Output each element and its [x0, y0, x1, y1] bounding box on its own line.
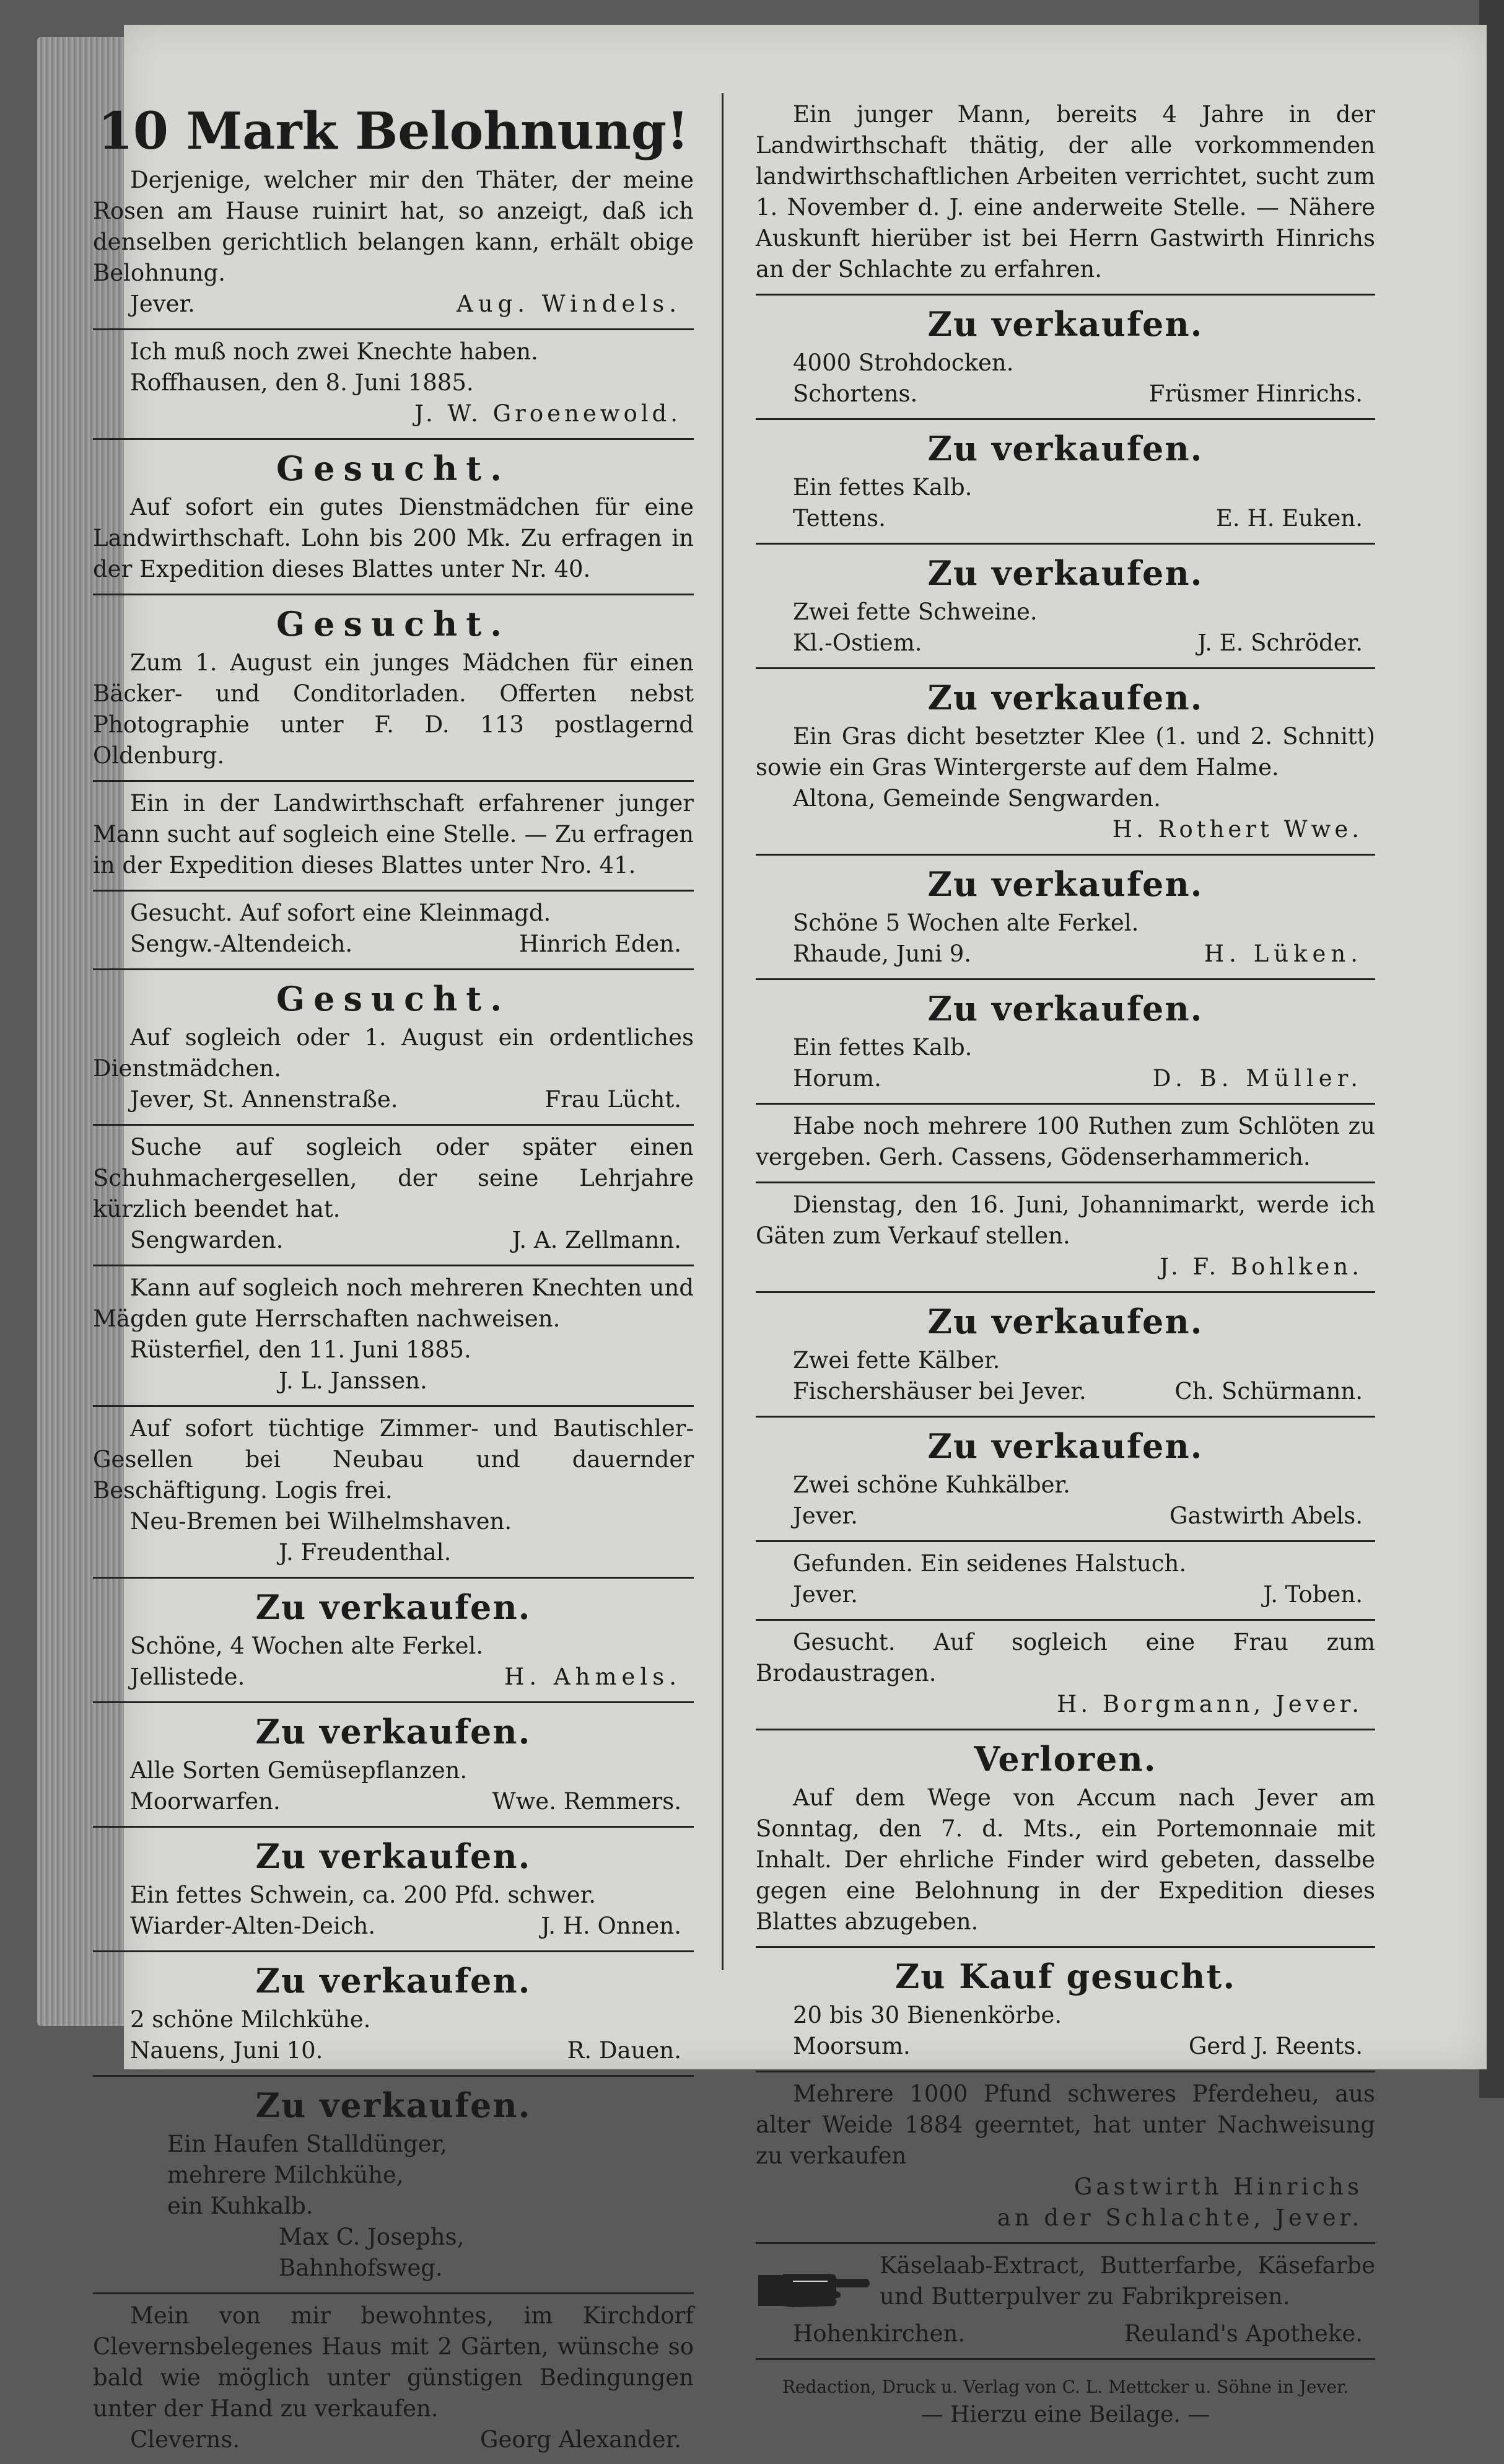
ad-name: J. W. Groenewold.: [414, 400, 681, 427]
ad-heading: Verloren.: [974, 1739, 1157, 1779]
ad-heading: Gesucht.: [276, 604, 511, 644]
ad-heading: 10 Mark Belohnung!: [97, 102, 689, 161]
ad-farmhands-wanted: [93, 330, 694, 440]
ad-young-man-seeks: [93, 782, 694, 892]
ad-for-sale-straw: [756, 296, 1375, 420]
ad-placement-agency: [93, 1266, 694, 1407]
ad-body: Derjenige, welcher mir den Thäter, der meine Rosen am Hause ruinirt hat, so anzeigt, daß ich denselben gerichtlich belangen kann, erhält obige Belohnung.: [93, 167, 694, 286]
ad-signature: [93, 1662, 694, 1693]
ad-lost: [756, 1730, 1375, 1948]
ad-name: Aug. Windels.: [457, 291, 681, 317]
ad-heading: Gesucht.: [276, 979, 511, 1019]
ad-name: Georg Alexander.: [479, 2426, 681, 2453]
ad-place: Neu-Bremen bei Wilhelmshaven.: [130, 1508, 512, 1535]
ad-wanted-bread-carrier: [756, 1621, 1375, 1730]
ad-body: Ein junger Mann, bereits 4 Jahre in der Landwirthschaft thätig, der alle vorkommenden landwirthschaftlichen Arbeiten verrichtet, sucht zum 1. November d. J. eine anderweite Stelle. — Nähere Auskunft hierüber ist bei Herrn Gastwirth Hinrichs an der Schlachte zu erfahren.: [756, 101, 1375, 283]
ad-name: J. Freudenthal.: [279, 1539, 452, 1566]
ad-heading: Zu verkaufen.: [255, 1836, 531, 1876]
ad-place: Jellistede.: [130, 1664, 245, 1690]
ad-name: H. Ahmels.: [504, 1664, 681, 1690]
ad-heading: Gesucht.: [276, 449, 511, 488]
ad-name: Wwe. Remmers.: [492, 1788, 681, 1815]
ad-signature: [756, 1579, 1375, 1610]
ad-shoemaker: [93, 1126, 694, 1266]
ad-body: Käselaab-Extract, Butterfarbe, Käsefarbe und Butterpulver zu Fabrikpreisen.: [880, 2252, 1375, 2310]
ad-body: 2 schöne Milchkühe.: [130, 2006, 371, 2033]
ad-name: R. Dauen.: [567, 2037, 681, 2064]
ad-line: mehrere Milchkühe,: [167, 2162, 404, 2188]
ad-name: Gastwirth Hinrichs: [1073, 2173, 1363, 2200]
ad-place: Horum.: [793, 1065, 881, 1092]
pointing-hand-icon: [756, 2256, 873, 2318]
ad-dateline: Roffhausen, den 8. Juni 1885.: [130, 369, 474, 396]
ad-name: J. L. Janssen.: [279, 1367, 427, 1394]
ad-line: ein Kuhkalb.: [167, 2193, 313, 2219]
ad-body: Ich muß noch zwei Knechte haben.: [130, 338, 538, 365]
ad-signature: [93, 2035, 694, 2066]
ad-signature: [93, 1786, 694, 1817]
ad-place: Moorsum.: [793, 2033, 911, 2059]
ad-body: Dienstag, den 16. Juni, Johannimarkt, werde ich Gäten zum Verkauf stellen.: [756, 1191, 1375, 1249]
ad-body: Habe noch mehrere 100 Ruthen zum Schlöten zu vergeben. Gerh. Cassens, Gödenserhammerich.: [756, 1113, 1375, 1170]
ad-place: Rhaude, Juni 9.: [793, 940, 972, 967]
ad-body: 20 bis 30 Bienenkörbe.: [793, 2002, 1062, 2028]
ad-place: Wiarder-Alten-Deich.: [130, 1913, 376, 1939]
ad-heading: Zu verkaufen.: [927, 429, 1204, 468]
ad-name: J. H. Onnen.: [541, 1913, 681, 1939]
ad-signature: [756, 503, 1375, 534]
ad-body: Mein von mir bewohntes, im Kirchdorf Clevernsbelegenes Haus mit 2 Gärten, wünsche so bald wie möglich unter günstigen Bedingungen unter der Hand zu verkaufen.: [93, 2302, 694, 2422]
ad-name: E. H. Euken.: [1215, 505, 1363, 532]
ad-name: J. F. Bohlken.: [1160, 1253, 1363, 1280]
ad-signature: [93, 289, 694, 320]
ad-for-sale-vegetable-plants: [93, 1703, 694, 1828]
ad-for-sale-cows: [93, 1952, 694, 2077]
ad-name: H. Rothert Wwe.: [1112, 816, 1363, 843]
ad-pharmacy: [756, 2244, 1375, 2360]
ad-place: Jever.: [793, 1581, 858, 1608]
ad-body: Suche auf sogleich oder später einen Schuhmachergesellen, der seine Lehrjahre kürzlich beendet hat.: [93, 1134, 694, 1222]
ad-heading: Zu verkaufen.: [927, 864, 1204, 904]
ad-signature: [756, 628, 1375, 659]
ad-body: Auf sofort ein gutes Dienstmädchen für eine Landwirthschaft. Lohn bis 200 Mk. Zu erfragen in der Expedition dieses Blattes unter Nr. 40.: [93, 494, 694, 582]
ad-body: Auf dem Wege von Accum nach Jever am Sonntag, den 7. d. Mts., ein Portemonnaie mit Inhalt. Der ehrliche Finder wird gebeten, dasselbe gegen eine Belohnung in der Expedition dieses Blattes abzugeben.: [756, 1784, 1375, 1935]
ad-place: Moorwarfen.: [130, 1788, 281, 1815]
ad-wanted-servant: [93, 970, 694, 1126]
ad-found: [756, 1542, 1375, 1621]
ad-name: Hinrich Eden.: [519, 931, 681, 957]
ad-heading: Zu verkaufen.: [927, 1302, 1204, 1341]
right-column: [756, 93, 1375, 2439]
ad-wanted-beehives: [756, 1948, 1375, 2072]
ad-name: H. Lüken.: [1204, 940, 1363, 967]
ad-name: Reuland's Apotheke.: [1124, 2320, 1363, 2347]
ad-body: Alle Sorten Gemüsepflanzen.: [130, 1757, 468, 1784]
ad-place: Altona, Gemeinde Sengwarden.: [793, 785, 1161, 812]
ad-body: Kann auf sogleich noch mehreren Knechten und Mägden gute Herrschaften nachweisen.: [93, 1274, 694, 1332]
ad-body: Gesucht. Auf sogleich eine Frau zum Brodaustragen.: [756, 1629, 1375, 1686]
ad-body: Zum 1. August ein junges Mädchen für einen Bäcker- und Conditorladen. Offerten nebst Photographie unter F. D. 113 postlagernd Oldenburg.: [93, 649, 694, 769]
ad-name: Ch. Schürmann.: [1174, 1378, 1363, 1405]
ad-hay-for-sale: [756, 2072, 1375, 2244]
ad-body: Ein Gras dicht besetzter Klee (1. und 2. Schnitt) sowie ein Gras Wintergerste auf dem Halme.: [756, 723, 1375, 781]
ad-heading: Zu verkaufen.: [255, 1587, 531, 1627]
ad-body: Zwei fette Schweine.: [793, 598, 1038, 625]
ad-place: Jever, St. Annenstraße.: [130, 1086, 398, 1113]
ad-place: Jever.: [130, 291, 195, 317]
ad-body: 4000 Strohdocken.: [793, 349, 1014, 376]
ad-heading: Zu verkaufen.: [255, 1961, 531, 2001]
ad-wanted-girl: [93, 595, 694, 782]
ad-body: Zwei schöne Kuhkälber.: [793, 1471, 1070, 1498]
ad-place: Kl.-Ostiem.: [793, 629, 922, 656]
ad-body: Schöne, 4 Wochen alte Ferkel.: [130, 1633, 484, 1659]
ad-name: Max C. Josephs,: [279, 2224, 465, 2250]
ad-heading: Zu verkaufen.: [255, 1712, 531, 1752]
ad-house-for-sale: [93, 2294, 694, 2464]
ad-place: Sengw.-Altendeich.: [130, 931, 353, 957]
ad-body: Gesucht. Auf sofort eine Kleinmagd.: [130, 900, 551, 926]
ad-signature: [93, 1225, 694, 1256]
ad-place: an der Schlachte, Jever.: [997, 2204, 1363, 2231]
ad-name: D. B. Müller.: [1152, 1065, 1363, 1092]
ad-for-sale-piglets: [756, 856, 1375, 980]
ad-place: Sengwarden.: [130, 1227, 284, 1253]
ad-place: Nauens, Juni 10.: [130, 2037, 323, 2064]
ad-name: Gastwirth Abels.: [1169, 1502, 1363, 1529]
ad-for-sale-cow-calves: [756, 1418, 1375, 1542]
ad-carpenters: [93, 1407, 694, 1579]
supplement-note: — Hierzu eine Beilage. —: [920, 2402, 1210, 2427]
ad-reward: [93, 93, 694, 330]
ad-signature: [93, 1084, 694, 1115]
ad-signature: [93, 2424, 694, 2455]
ad-for-sale-calf-horum: [756, 980, 1375, 1105]
ad-heading: Zu verkaufen.: [927, 989, 1204, 1028]
ad-place: Cleverns.: [130, 2426, 240, 2453]
ad-line: Ein Haufen Stalldünger,: [167, 2131, 448, 2157]
ad-heading: Zu verkaufen.: [927, 678, 1204, 717]
ad-signature: [93, 929, 694, 960]
ad-young-man-job: [756, 93, 1375, 296]
ad-signature: [756, 1501, 1375, 1532]
ad-heading: Zu Kauf gesucht.: [894, 1957, 1236, 1996]
ad-name: J. A. Zellmann.: [512, 1227, 681, 1253]
ad-body: Gefunden. Ein seidenes Halstuch.: [793, 1550, 1187, 1577]
ad-name: J. Toben.: [1263, 1581, 1363, 1608]
ad-name: Früsmer Hinrichs.: [1148, 380, 1363, 407]
ad-signature: [756, 1063, 1375, 1094]
ad-signature: [756, 2031, 1375, 2062]
ad-body: Ein in der Landwirthschaft erfahrener junger Mann sucht auf sogleich eine Stelle. — Zu erfragen in der Expedition dieses Blattes unter Nro. 41.: [93, 790, 694, 879]
ad-heading: Zu verkaufen.: [255, 2085, 531, 2125]
ad-name: Gerd J. Reents.: [1188, 2033, 1363, 2059]
ad-for-sale-pig: [93, 1828, 694, 1952]
ad-name: Frau Lücht.: [544, 1086, 681, 1113]
ad-place: Tettens.: [793, 505, 886, 532]
ad-wanted-maid: [93, 440, 694, 595]
ad-place: Fischershäuser bei Jever.: [793, 1378, 1086, 1405]
ad-street: Bahnhofsweg.: [279, 2255, 443, 2281]
ad-heading: Zu verkaufen.: [927, 304, 1204, 344]
ad-signature: [756, 939, 1375, 970]
ad-for-sale-calves: [756, 1293, 1375, 1418]
ad-signature: [756, 1376, 1375, 1407]
ad-ditch-work: [756, 1105, 1375, 1183]
ad-body: Ein fettes Schwein, ca. 200 Pfd. schwer.: [130, 1882, 597, 1908]
ad-place: Jever.: [793, 1502, 858, 1529]
ad-signature: [93, 1911, 694, 1942]
ad-body: Zwei fette Kälber.: [793, 1347, 1000, 1374]
ad-for-sale-pigs: [756, 545, 1375, 669]
ad-body: Mehrere 1000 Pfund schweres Pferdeheu, aus alter Weide 1884 geerntet, hat unter Nachweisung zu verkaufen: [756, 2080, 1375, 2169]
imprint-footer: [756, 2360, 1375, 2439]
ad-heading: Zu verkaufen.: [927, 553, 1204, 593]
ad-wanted-kleinmagd: [93, 892, 694, 970]
imprint-text: Redaction, Druck u. Verlag von C. L. Mettcker u. Söhne in Jever.: [782, 2377, 1349, 2397]
ad-heading: Zu verkaufen.: [927, 1426, 1204, 1466]
ad-for-sale-manure: [93, 2077, 694, 2294]
ad-for-sale-calf: [756, 420, 1375, 545]
ad-signature: [756, 2318, 1375, 2349]
ad-name: J. E. Schröder.: [1197, 629, 1363, 656]
ad-name: H. Borgmann, Jever.: [1057, 1691, 1363, 1717]
ad-signature: [756, 379, 1375, 410]
ad-body: Ein fettes Kalb.: [793, 1034, 973, 1061]
ad-body: Ein fettes Kalb.: [793, 474, 973, 501]
ad-body: Auf sofort tüchtige Zimmer- und Bautischler-Gesellen bei Neubau und dauernder Beschäftigung. Logis frei.: [93, 1415, 694, 1504]
ad-for-sale-clover: [756, 669, 1375, 856]
ad-for-sale-piglets: [93, 1579, 694, 1703]
ad-body: Auf sogleich oder 1. August ein ordentliches Dienstmädchen.: [93, 1024, 694, 1082]
left-column: [93, 93, 694, 2464]
ad-place: Hohenkirchen.: [793, 2320, 966, 2347]
column-divider: [722, 93, 724, 1970]
ad-body: Schöne 5 Wochen alte Ferkel.: [793, 910, 1139, 936]
ad-dateline: Rüsterfiel, den 11. Juni 1885.: [130, 1336, 471, 1363]
ad-place: Schortens.: [793, 380, 918, 407]
ad-market: [756, 1183, 1375, 1293]
